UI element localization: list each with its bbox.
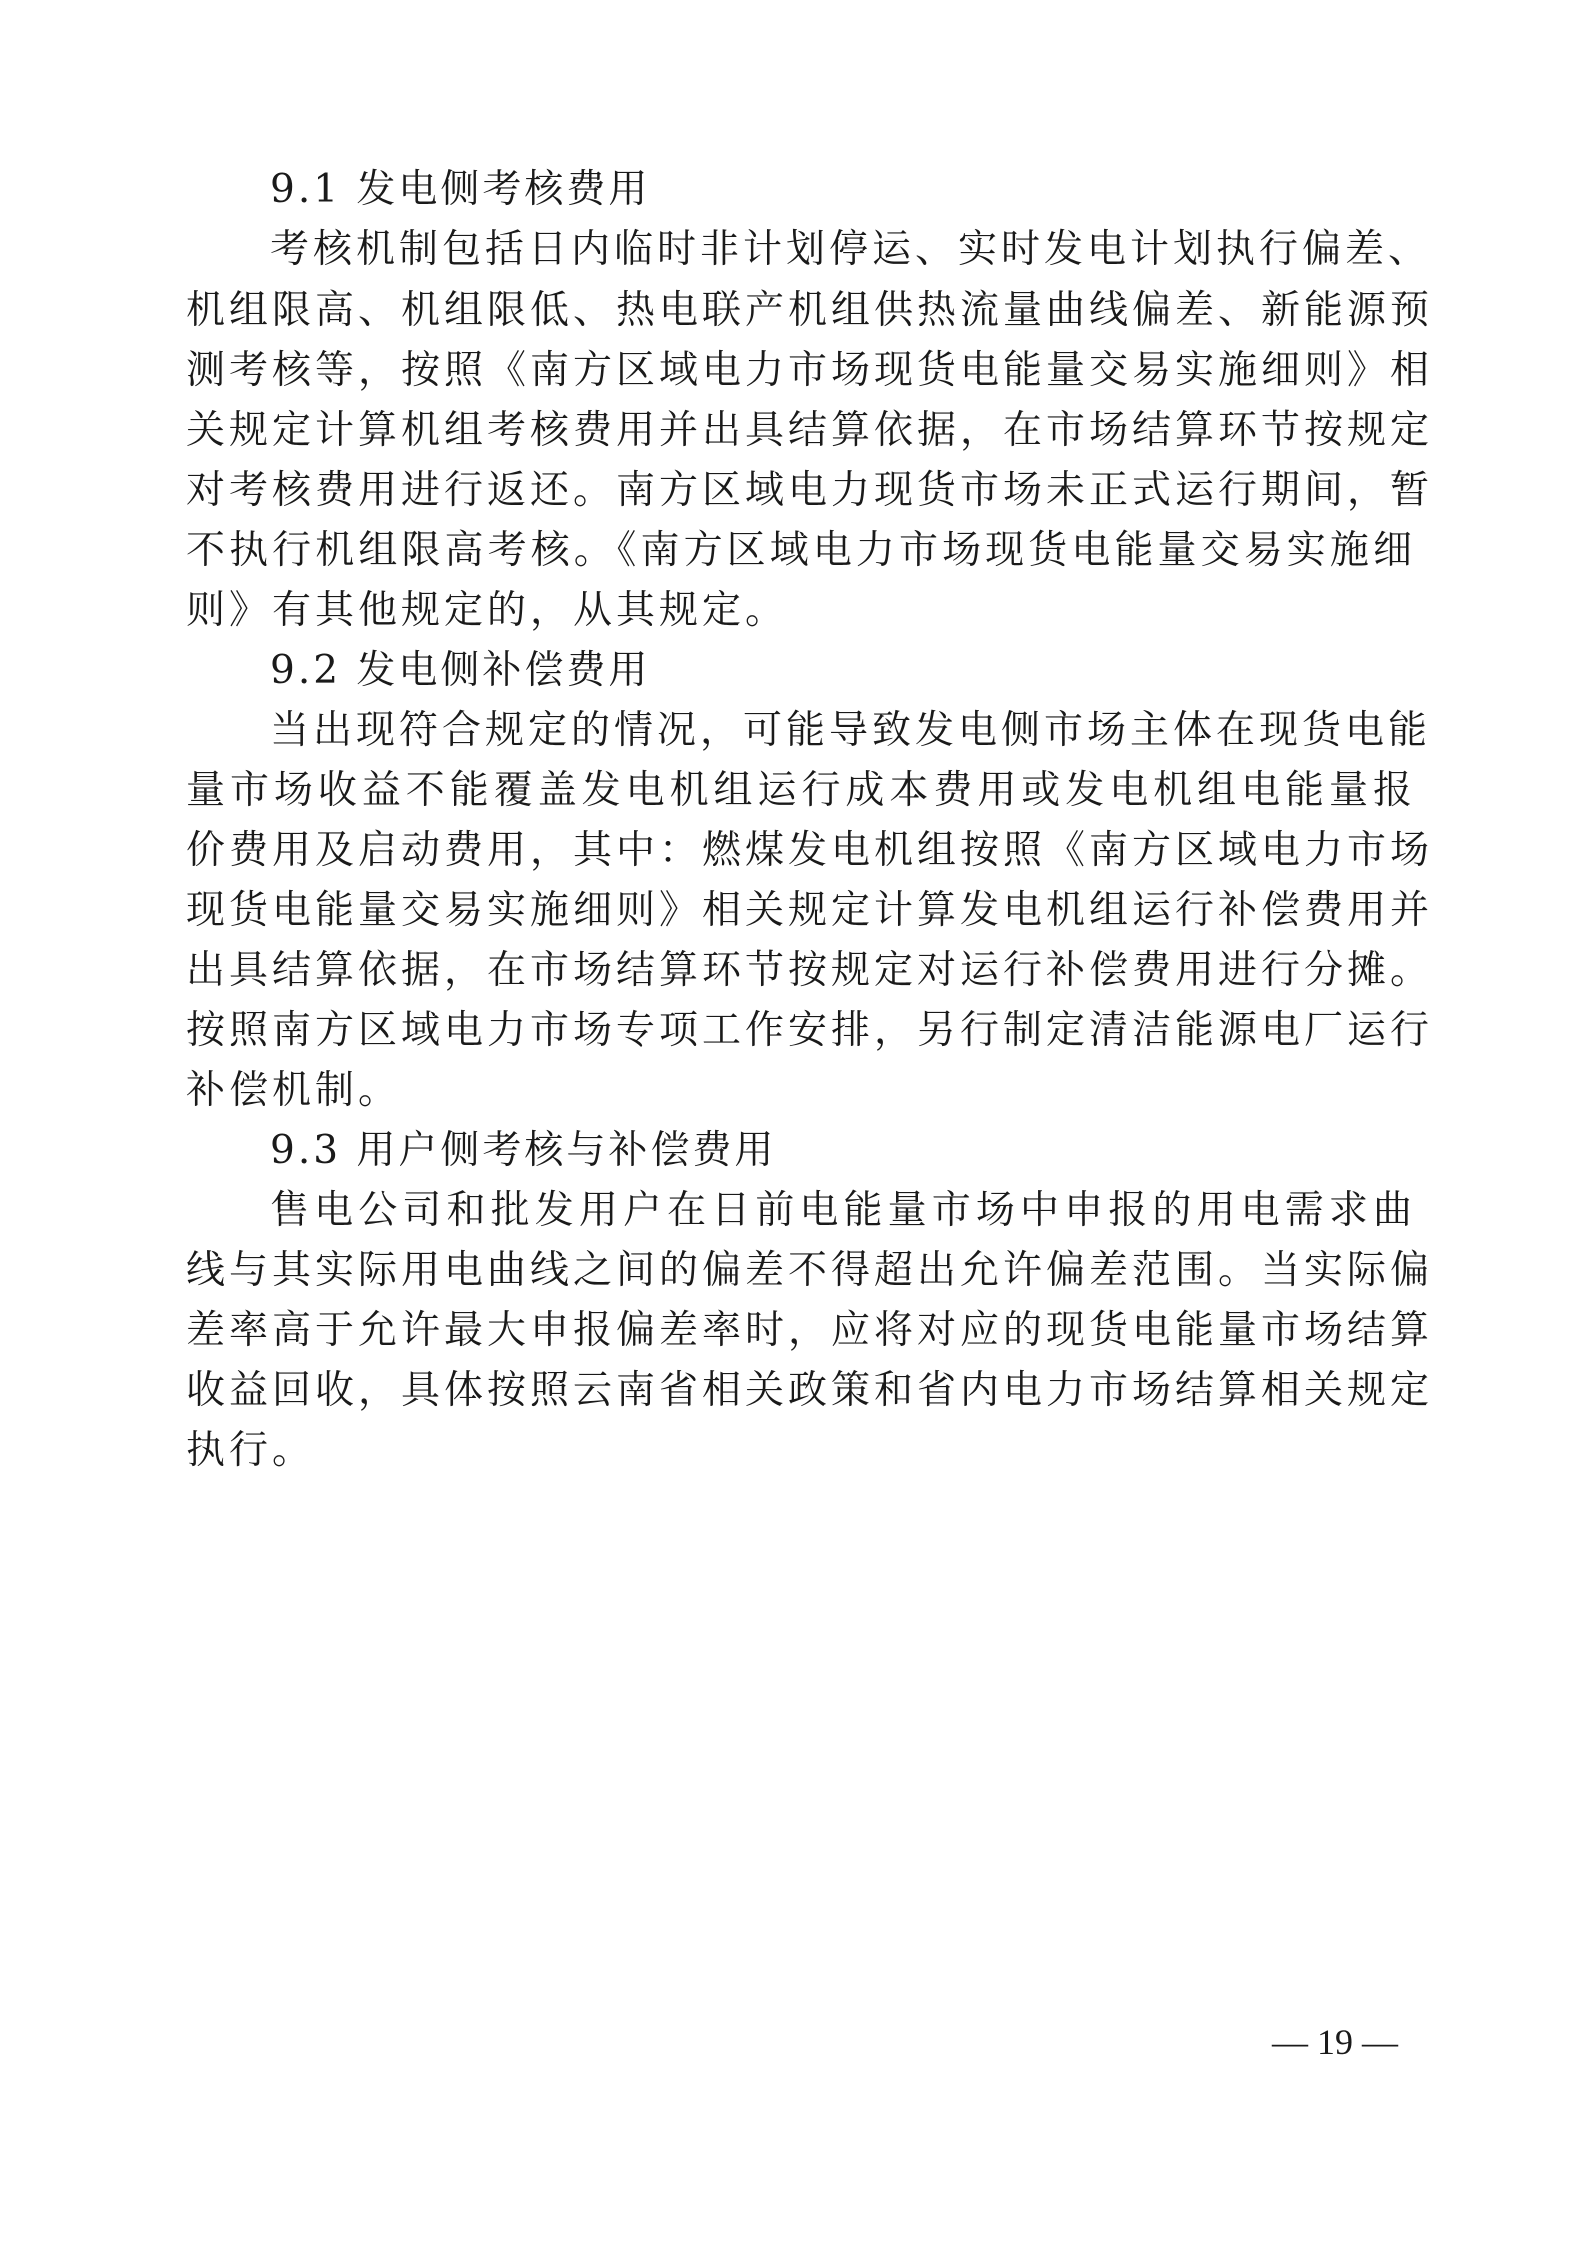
paragraph-line: 按照南方区域电力市场专项工作安排，另行制定清洁能源电厂运行	[186, 1008, 1434, 1053]
paragraph-line: 售电公司和批发用户在日前电能量市场中申报的用电需求曲	[270, 1188, 1416, 1233]
paragraph-line: 量市场收益不能覆盖发电机组运行成本费用或发电机组电能量报	[186, 768, 1416, 813]
paragraph-line: 关规定计算机组考核费用并出具结算依据，在市场结算环节按规定	[186, 408, 1434, 453]
paragraph-line: 考核机制包括日内临时非计划停运、实时发电计划执行偏差、	[270, 227, 1432, 272]
paragraph-line: 收益回收，具体按照云南省相关政策和省内电力市场结算相关规定	[186, 1368, 1434, 1413]
paragraph-line: 不执行机组限高考核。《南方区域电力市场现货电能量交易实施细	[186, 528, 1416, 573]
page-number: — 19 —	[1272, 2022, 1398, 2062]
paragraph-line: 执行。	[186, 1428, 316, 1473]
paragraph-line: 测考核等，按照《南方区域电力市场现货电能量交易实施细则》相	[186, 348, 1434, 393]
paragraph-line: 线与其实际用电曲线之间的偏差不得超出允许偏差范围。当实际偏	[186, 1248, 1434, 1293]
paragraph-line: 对考核费用进行返还。南方区域电力现货市场未正式运行期间，暂	[186, 468, 1434, 513]
paragraph-line: 补偿机制。	[186, 1068, 402, 1113]
section-heading-9-3: 9.3 用户侧考核与补偿费用	[270, 1128, 777, 1173]
paragraph-line: 机组限高、机组限低、热电联产机组供热流量曲线偏差、新能源预	[186, 288, 1434, 333]
section-heading-9-1: 9.1 发电侧考核费用	[270, 167, 651, 212]
paragraph-line: 当出现符合规定的情况，可能导致发电侧市场主体在现货电能	[270, 708, 1432, 753]
section-heading-9-2: 9.2 发电侧补偿费用	[270, 648, 651, 693]
paragraph-line: 出具结算依据，在市场结算环节按规定对运行补偿费用进行分摊。	[186, 948, 1434, 993]
paragraph-line: 则》有其他规定的，从其规定。	[186, 588, 789, 633]
paragraph-line: 现货电能量交易实施细则》相关规定计算发电机组运行补偿费用并	[186, 888, 1434, 933]
paragraph-line: 价费用及启动费用，其中：燃煤发电机组按照《南方区域电力市场	[186, 828, 1434, 873]
paragraph-line: 差率高于允许最大申报偏差率时，应将对应的现货电能量市场结算	[186, 1308, 1434, 1353]
